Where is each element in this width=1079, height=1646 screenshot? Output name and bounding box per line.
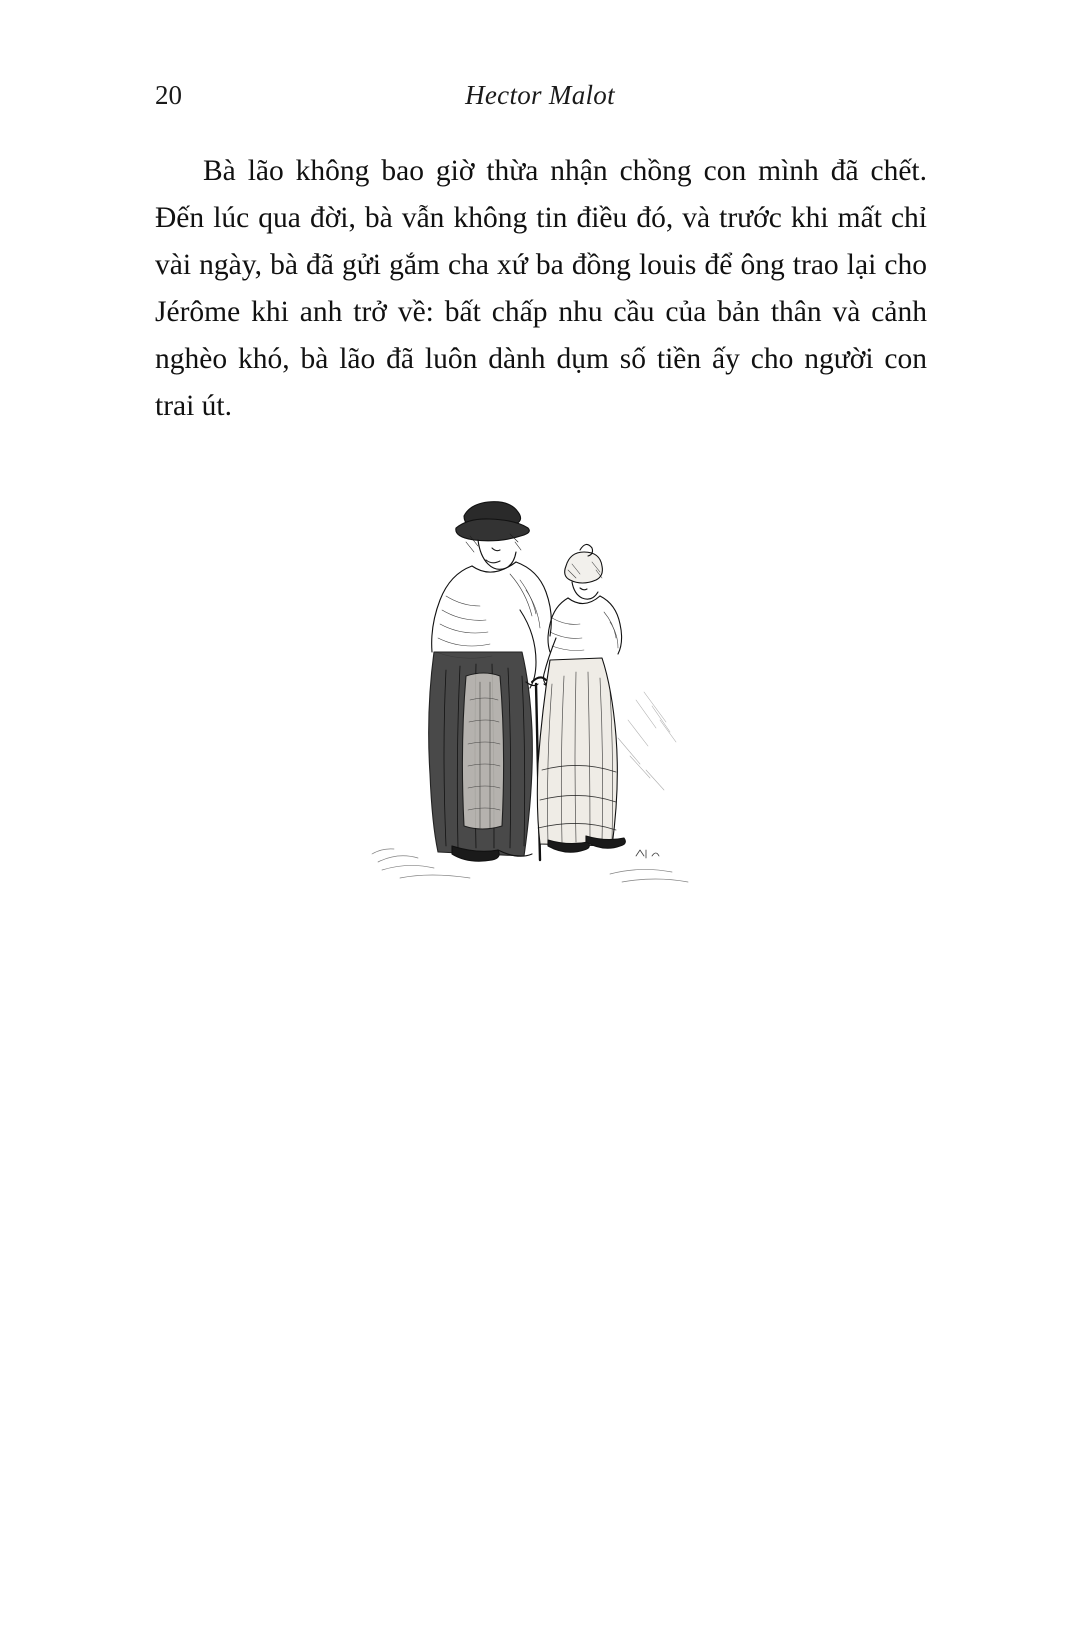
page-header (155, 78, 925, 118)
illustration (360, 470, 720, 920)
engraving-figure-svg (360, 470, 720, 920)
body-paragraph: Bà lão không bao giờ thừa nhận chồng con mình đã chết. Đến lúc qua đời, bà vẫn không tin điều đó, và trước khi mất chỉ vài ngày, bà đã gửi gắm cha xứ ba đồng louis để ông trao lại cho Jérôme khi anh trở về: bất chấp nhu cầu của bản thân và cảnh nghèo khó, bà lão đã luôn dành dụm số tiền ấy cho người con trai út. (155, 155, 927, 422)
running-head: Hector Malot (465, 80, 615, 110)
page-number: 20 (155, 80, 182, 110)
